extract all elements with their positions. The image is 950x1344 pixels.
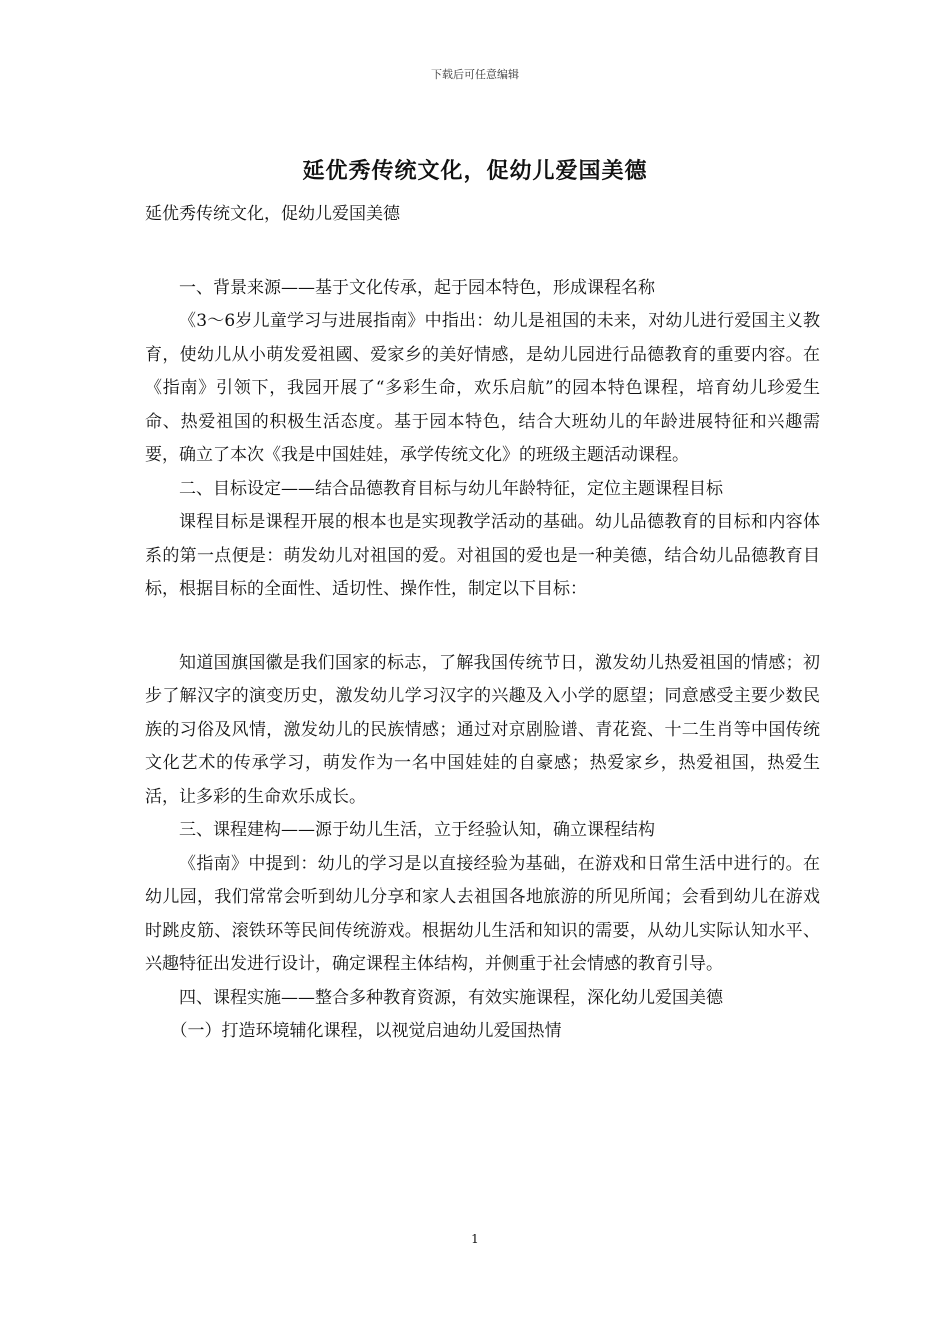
subtitle: 延优秀传统文化，促幼儿爱国美德 <box>145 204 400 224</box>
paragraph-goal-list: 知道国旗国徽是我们国家的标志，了解我国传统节日，激发幼儿热爱祖国的情感；初步了解汉字的演变历史，激发幼儿学习汉字的兴趣及入小学的愿望；同意感受主要少数民族的习俗及风情，激发幼儿的民族情感；通过对京剧脸谱、青花瓷、十二生肖等中国传统文化艺术的传承学习，萌发作为一名中国娃娃的自豪感；热爱家乡，热爱祖国，热爱生活，让多彩的生命欢乐成长。 <box>145 652 820 807</box>
page-header: 下载后可任意编辑 <box>431 68 519 81</box>
paragraph-goals: 课程目标是课程开展的根本也是实现教学活动的基础。幼儿品德教育的目标和内容体系的第一点便是：萌发幼儿对祖国的爱。对祖国的爱也是一种美德，结合幼儿品德教育目标，根据目标的全面性、适切性、操作性，制定以下目标： <box>145 512 820 599</box>
document-title: 延优秀传统文化，促幼儿爱国美德 <box>302 158 648 184</box>
heading-structure: 三、课程建构——源于幼儿生活，立于经验认知，确立课程结构 <box>179 820 655 840</box>
paragraph-structure: 《指南》中提到：幼儿的学习是以直接经验为基础，在游戏和日常生活中进行的。在幼儿园，我们常常会听到幼儿分享和家人去祖国各地旅游的所见所闻；会看到幼儿在游戏时跳皮筋、滚铁环等民间传统游戏。根据幼儿生活和知识的需要，从幼儿实际认知水平、兴趣特征出发进行设计，确定课程主体结构，并侧重于社会情感的教育引导。 <box>145 853 820 974</box>
document-body <box>145 198 820 1049</box>
heading-background: 一、背景来源——基于文化传承，起于园本特色，形成课程名称 <box>179 277 655 298</box>
heading-implementation: 四、课程实施——整合多种教育资源，有效实施课程，深化幼儿爱国美德 <box>179 987 723 1008</box>
subheading-environment: （一）打造环境辅化课程，以视觉启迪幼儿爱国热情 <box>170 1021 562 1041</box>
heading-goals: 二、目标设定——结合品德教育目标与幼儿年龄特征，定位主题课程目标 <box>179 478 723 499</box>
paragraph-background: 《3～6岁儿童学习与进展指南》中指出：幼儿是祖国的未来，对幼儿进行爱国主义教育，使幼儿从小萌发爱祖國、爱家乡的美好情感，是幼儿园进行品德教育的重要内容。在《指南》引领下，我园开展了“多彩生命，欢乐启航”的园本特色课程，培育幼儿珍爱生命、热爱祖国的积极生活态度。基于园本特色，结合大班幼儿的年龄进展特征和兴趣需要，确立了本次《我是中国娃娃，承学传统文化》的班级主题活动课程。 <box>145 311 820 465</box>
page-number: 1 <box>471 1232 479 1246</box>
